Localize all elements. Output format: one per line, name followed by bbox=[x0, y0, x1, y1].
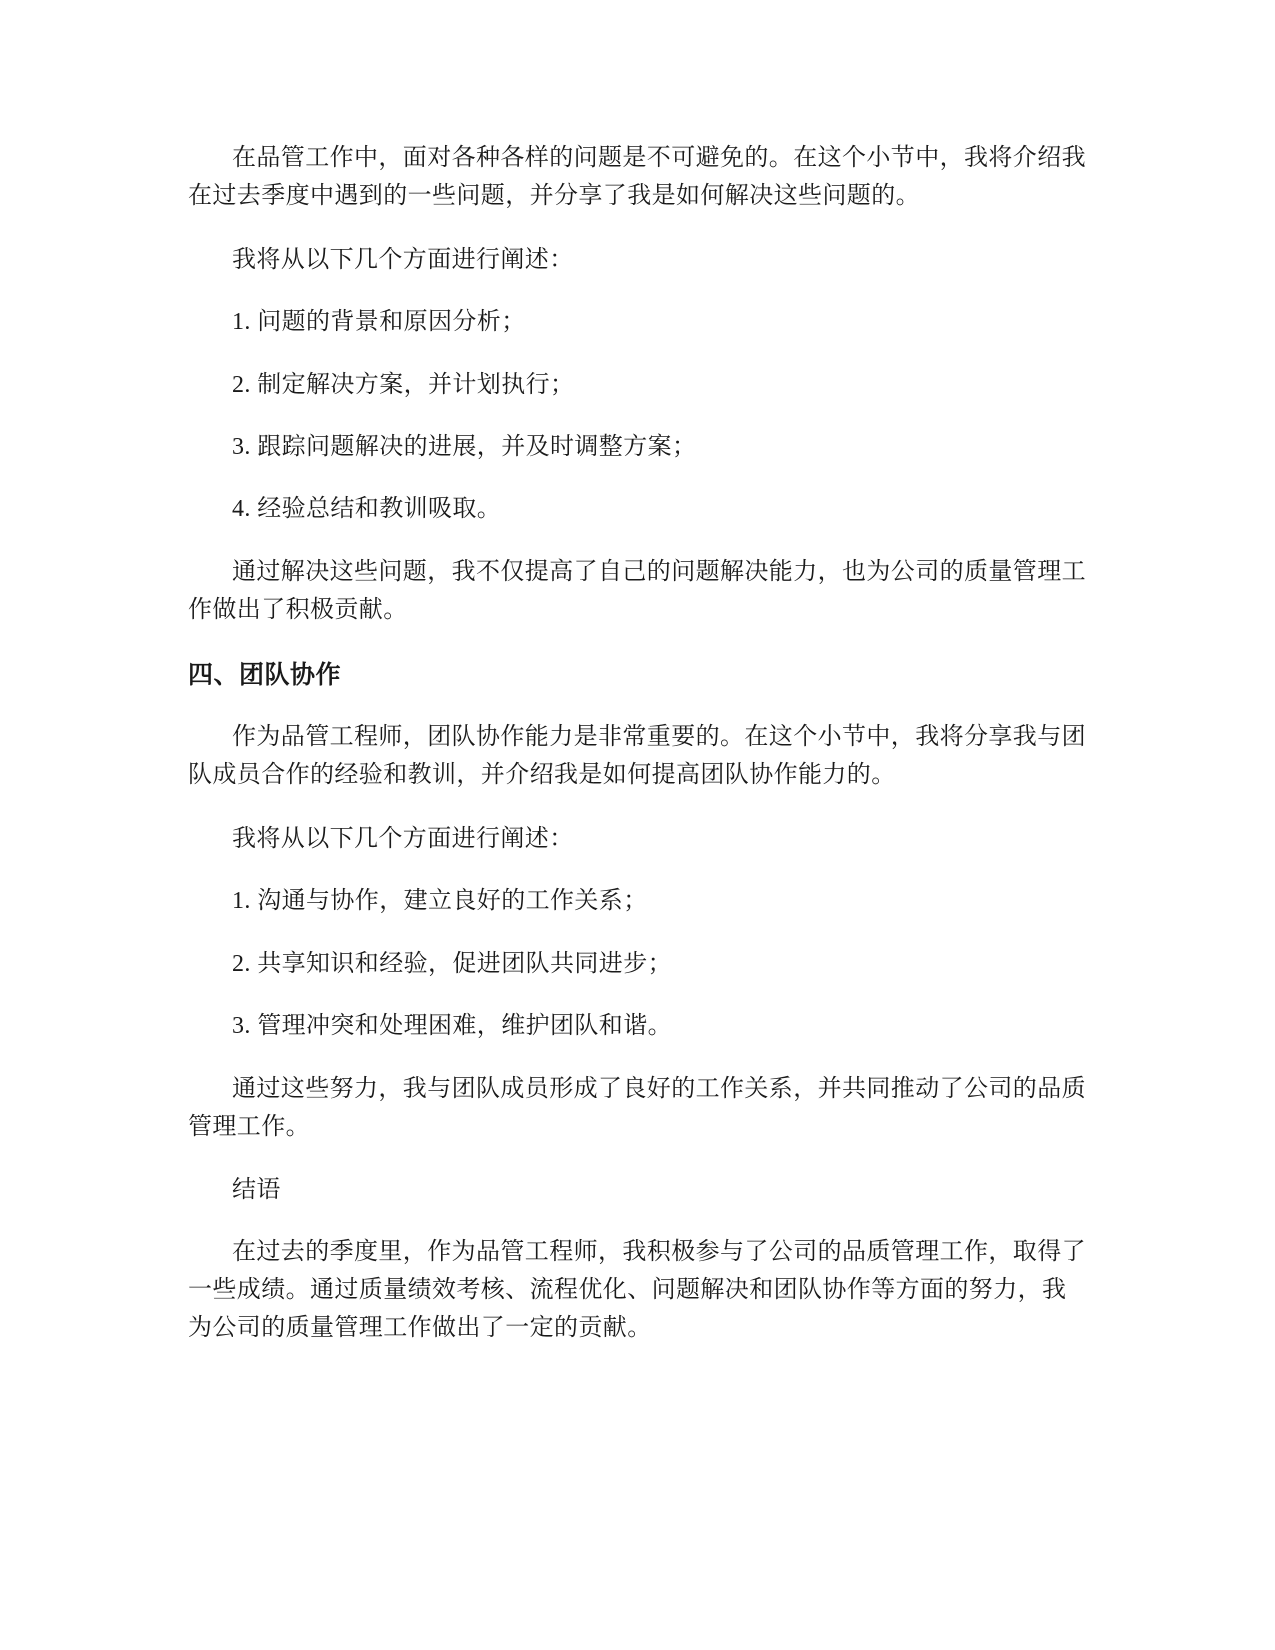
section4-conclusion-paragraph: 通过这些努力，我与团队成员形成了良好的工作关系，并共同推动了公司的品质管理工作。 bbox=[188, 1076, 1086, 1140]
section3-list-item-4: 4. 经验总结和教训吸取。 bbox=[232, 496, 502, 522]
closing-title: 结语 bbox=[232, 1177, 281, 1203]
section3-intro-paragraph: 在品管工作中，面对各种各样的问题是不可避免的。在这个小节中，我将介绍我在过去季度中遇到的一些问题，并分享了我是如何解决这些问题的。 bbox=[188, 145, 1086, 209]
closing-paragraph: 在过去的季度里，作为品管工程师，我积极参与了公司的品质管理工作，取得了一些成绩。通过质量绩效考核、流程优化、问题解决和团队协作等方面的努力，我为公司的质量管理工作做出了一定的贡献。 bbox=[188, 1239, 1086, 1341]
section4-list-item-1: 1. 沟通与协作，建立良好的工作关系； bbox=[232, 888, 648, 914]
section4-intro-paragraph: 作为品管工程师，团队协作能力是非常重要的。在这个小节中，我将分享我与团队成员合作的经验和教训，并介绍我是如何提高团队协作能力的。 bbox=[188, 724, 1086, 788]
section4-heading: 四、团队协作 bbox=[188, 660, 342, 689]
section3-list-item-3: 3. 跟踪问题解决的进展，并及时调整方案； bbox=[232, 434, 697, 460]
section3-list-item-1: 1. 问题的背景和原因分析； bbox=[232, 309, 526, 335]
section4-list-item-3: 3. 管理冲突和处理困难，维护团队和谐。 bbox=[232, 1013, 672, 1039]
section3-conclusion-paragraph: 通过解决这些问题，我不仅提高了自己的问题解决能力，也为公司的质量管理工作做出了积极贡献。 bbox=[188, 559, 1086, 623]
section3-list-item-2: 2. 制定解决方案，并计划执行； bbox=[232, 372, 575, 398]
section3-lead-paragraph: 我将从以下几个方面进行阐述： bbox=[232, 247, 574, 273]
section4-lead-paragraph: 我将从以下几个方面进行阐述： bbox=[232, 826, 574, 852]
section4-list-item-2: 2. 共享知识和经验，促进团队共同进步； bbox=[232, 951, 672, 977]
